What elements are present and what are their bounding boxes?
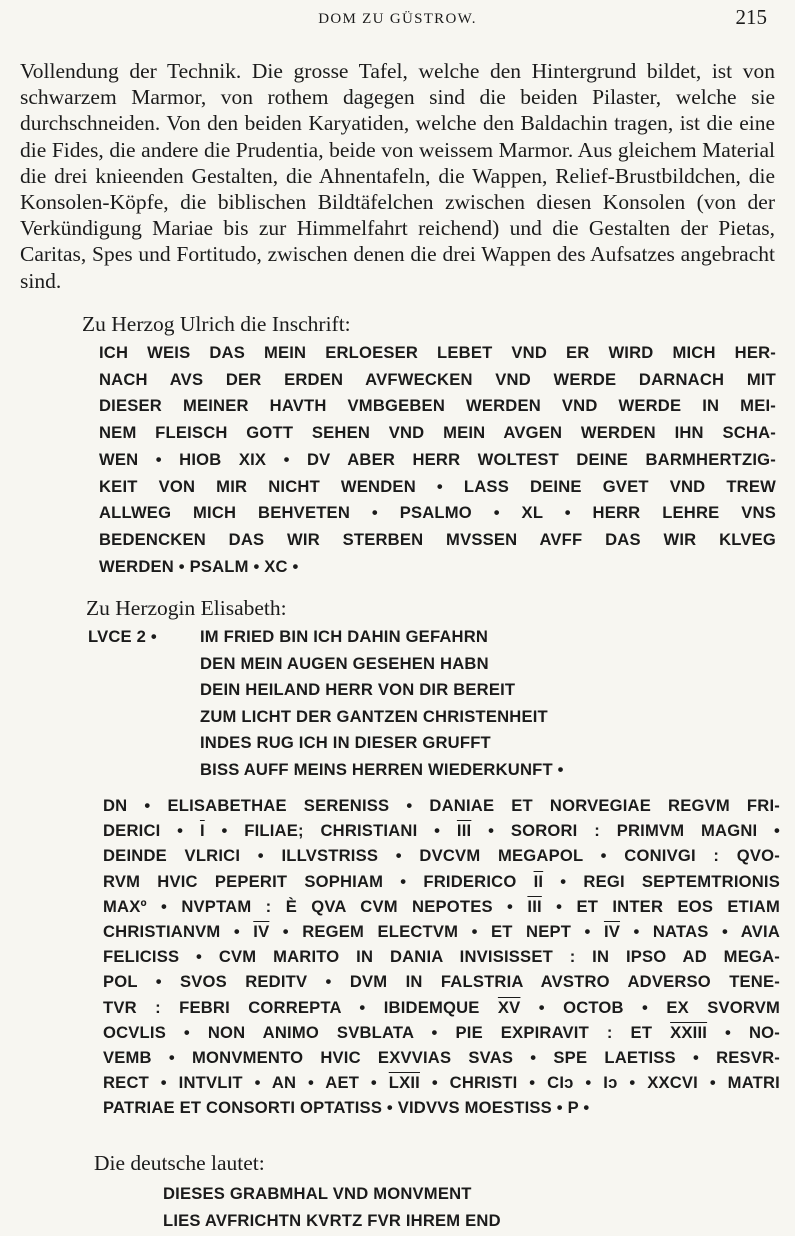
inscription-latin	[103, 793, 780, 1121]
running-title: DOM ZU GÜSTROW.	[318, 11, 477, 27]
overlined-numeral: $\overline{IV}$	[253, 922, 270, 942]
latin-line: RECT • INTVLIT • AN • AET • LXII • CHRISTI • CIɔ • Iɔ • XXCVI • MATRI	[103, 1073, 780, 1093]
heading-ulrich: Zu Herzog Ulrich die Inschrift:	[82, 312, 351, 336]
verse-lines	[200, 624, 564, 784]
overlined-numeral: $\overline{III}$	[456, 821, 472, 841]
latin-line: DERICI • $\overline{I}$ • FILIAE; CHRISTIANI • $\overline{III}$ • SORORI : PRIMVM MAGNI •	[103, 821, 781, 841]
latin-line: MAXº • NVPTAM : È QVA CVM NEPOTES • $\overline{III}$ • ET INTER EOS ETIAM	[103, 896, 781, 916]
inscription-line: ALLWEG MICH BEHVETEN • PSALMO • XL • HERR LEHRE VNS	[99, 503, 776, 523]
inscription-line: NACH AVS DER ERDEN AVFWECKEN VND WERDE DARNACH MIT	[99, 369, 776, 389]
verse-reference: LVCE 2 •	[88, 627, 157, 646]
inscription-line: NEM FLEISCH GOTT SEHEN VND MEIN AVGEN WERDEN IHN SCHA-	[99, 423, 776, 443]
inscription-line: WERDEN • PSALM • XC •	[99, 556, 299, 576]
inscription-line: WEN • HIOB XIX • DV ABER HERR WOLTEST DEINE BARMHERTZIG-	[99, 449, 776, 469]
overlined-numeral: $\overline{IV}$	[603, 922, 621, 942]
overlined-numeral: $\overline{XV}$	[497, 997, 521, 1017]
heading-elisabeth: Zu Herzogin Elisabeth:	[86, 596, 287, 620]
verse-line: DEIN HEILAND HERR VON DIR BEREIT	[200, 680, 516, 700]
inscription-line: LIES AVFRICHTN KVRTZ FVR IHREM END	[163, 1210, 501, 1230]
latin-line: DN • ELISABETHAE SERENISS • DANIAE ET NORVEGIAE REGVM FRI-	[103, 796, 780, 815]
verse-line: DEN MEIN AUGEN GESEHEN HABN	[200, 653, 489, 673]
inscription-line: DIESES GRABMHAL VND MONVMENT	[163, 1184, 472, 1203]
latin-line: CHRISTIANVM • $\overline{IV}$ • REGEM ELECTVM • ET NEPT • $\overline{IV}$ • NATAS • AVIA	[103, 922, 781, 942]
latin-line: DEINDE VLRICI • ILLVSTRISS • DVCVM MEGAPOL • CONIVGI : QVO-	[103, 846, 780, 866]
latin-line: TVR : FEBRI CORREPTA • IBIDEMQUE $\overline{XV}$ • OCTOB • EX SVORVM	[103, 997, 781, 1017]
overlined-numeral: $\overline{III}$	[527, 896, 542, 916]
latin-line: VEMB • MONVMENTO HVIC EXVVIAS SVAS • SPE LAETISS • RESVR-	[103, 1048, 780, 1068]
verse-line: IM FRIED BIN ICH DAHIN GEFAHRN	[200, 627, 489, 646]
latin-line: PATRIAE ET CONSORTI OPTATISS • VIDVVS MOESTISS • P •	[103, 1098, 590, 1118]
latin-line: RVM HVIC PEPERIT SOPHIAM • FRIDERICO $\overline{II}$ • REGI SEPTEMTRIONIS	[103, 871, 781, 891]
verse-line: BISS AUFF MEINS HERREN WIEDERKUNFT •	[200, 759, 564, 779]
inscription-deutsch	[163, 1181, 583, 1234]
inscription-line: KEIT VON MIR NICHT WENDEN • LASS DEINE GVET VND TREW	[99, 476, 776, 496]
overlined-numeral: $\overline{II}$	[533, 871, 544, 891]
paragraph: Vollendung der Technik. Die grosse Tafel, welche den Hintergrund bildet, ist von schwarzem Marmor, von rothem dagegen sind die beiden Pilaster, welche sie durchschneiden. Von den beiden Karyatiden, welche den Baldachin tragen, ist die eine die Fides, die andere die Prudentia, beide von weissem Marmor. Aus gleichem Material die drei knieenden Gestalten, die Ahnentafeln, die Wappen, Relief-Brustbildchen, die Konsolen-Köpfe, die biblischen Bildtäfelchen zwischen diesen Konsolen (von der Verkündigung Mariae bis zur Himmelfahrt reichend) und die Gestalten der Pietas, Caritas, Spes und Fortitudo, zwischen denen die drei Wappen des Aufsatzes angebracht sind.	[20, 59, 775, 293]
inscription-line: ICH WEIS DAS MEIN ERLOESER LEBET VND ER WIRD MICH HER-	[99, 343, 776, 362]
page-number: 215	[735, 5, 767, 29]
latin-line: OCVLIS • NON ANIMO SVBLATA • PIE EXPIRAVIT : ET XXIII • NO-	[103, 1022, 781, 1042]
heading-deutsch: Die deutsche lautet:	[94, 1151, 265, 1175]
page-header	[0, 5, 795, 35]
inscription-line: DIESER MEINER HAVTH VMBGEBEN WERDEN VND WERDE IN MEI-	[99, 396, 776, 416]
latin-line: FELICISS • CVM MARITO IN DANIA INVISISSET : IN IPSO AD MEGA-	[103, 947, 780, 967]
overlined-numeral: $\overline{I}$	[199, 821, 205, 841]
latin-line: POL • SVOS REDITV • DVM IN FALSTRIA AVSTRO ADVERSO TENE-	[103, 972, 780, 992]
body-text	[20, 58, 775, 294]
overlined-numeral: LXII	[388, 1073, 420, 1093]
verse-line: ZUM LICHT DER GANTZEN CHRISTENHEIT	[200, 706, 548, 726]
overlined-numeral: XXIII	[670, 1022, 708, 1042]
inscription-line: BEDENCKEN DAS WIR STERBEN MVSSEN AVFF DAS WIR KLVEG	[99, 529, 776, 549]
verse-line: INDES RUG ICH IN DIESER GRUFFT	[200, 733, 491, 753]
inscription-ulrich	[99, 340, 776, 580]
